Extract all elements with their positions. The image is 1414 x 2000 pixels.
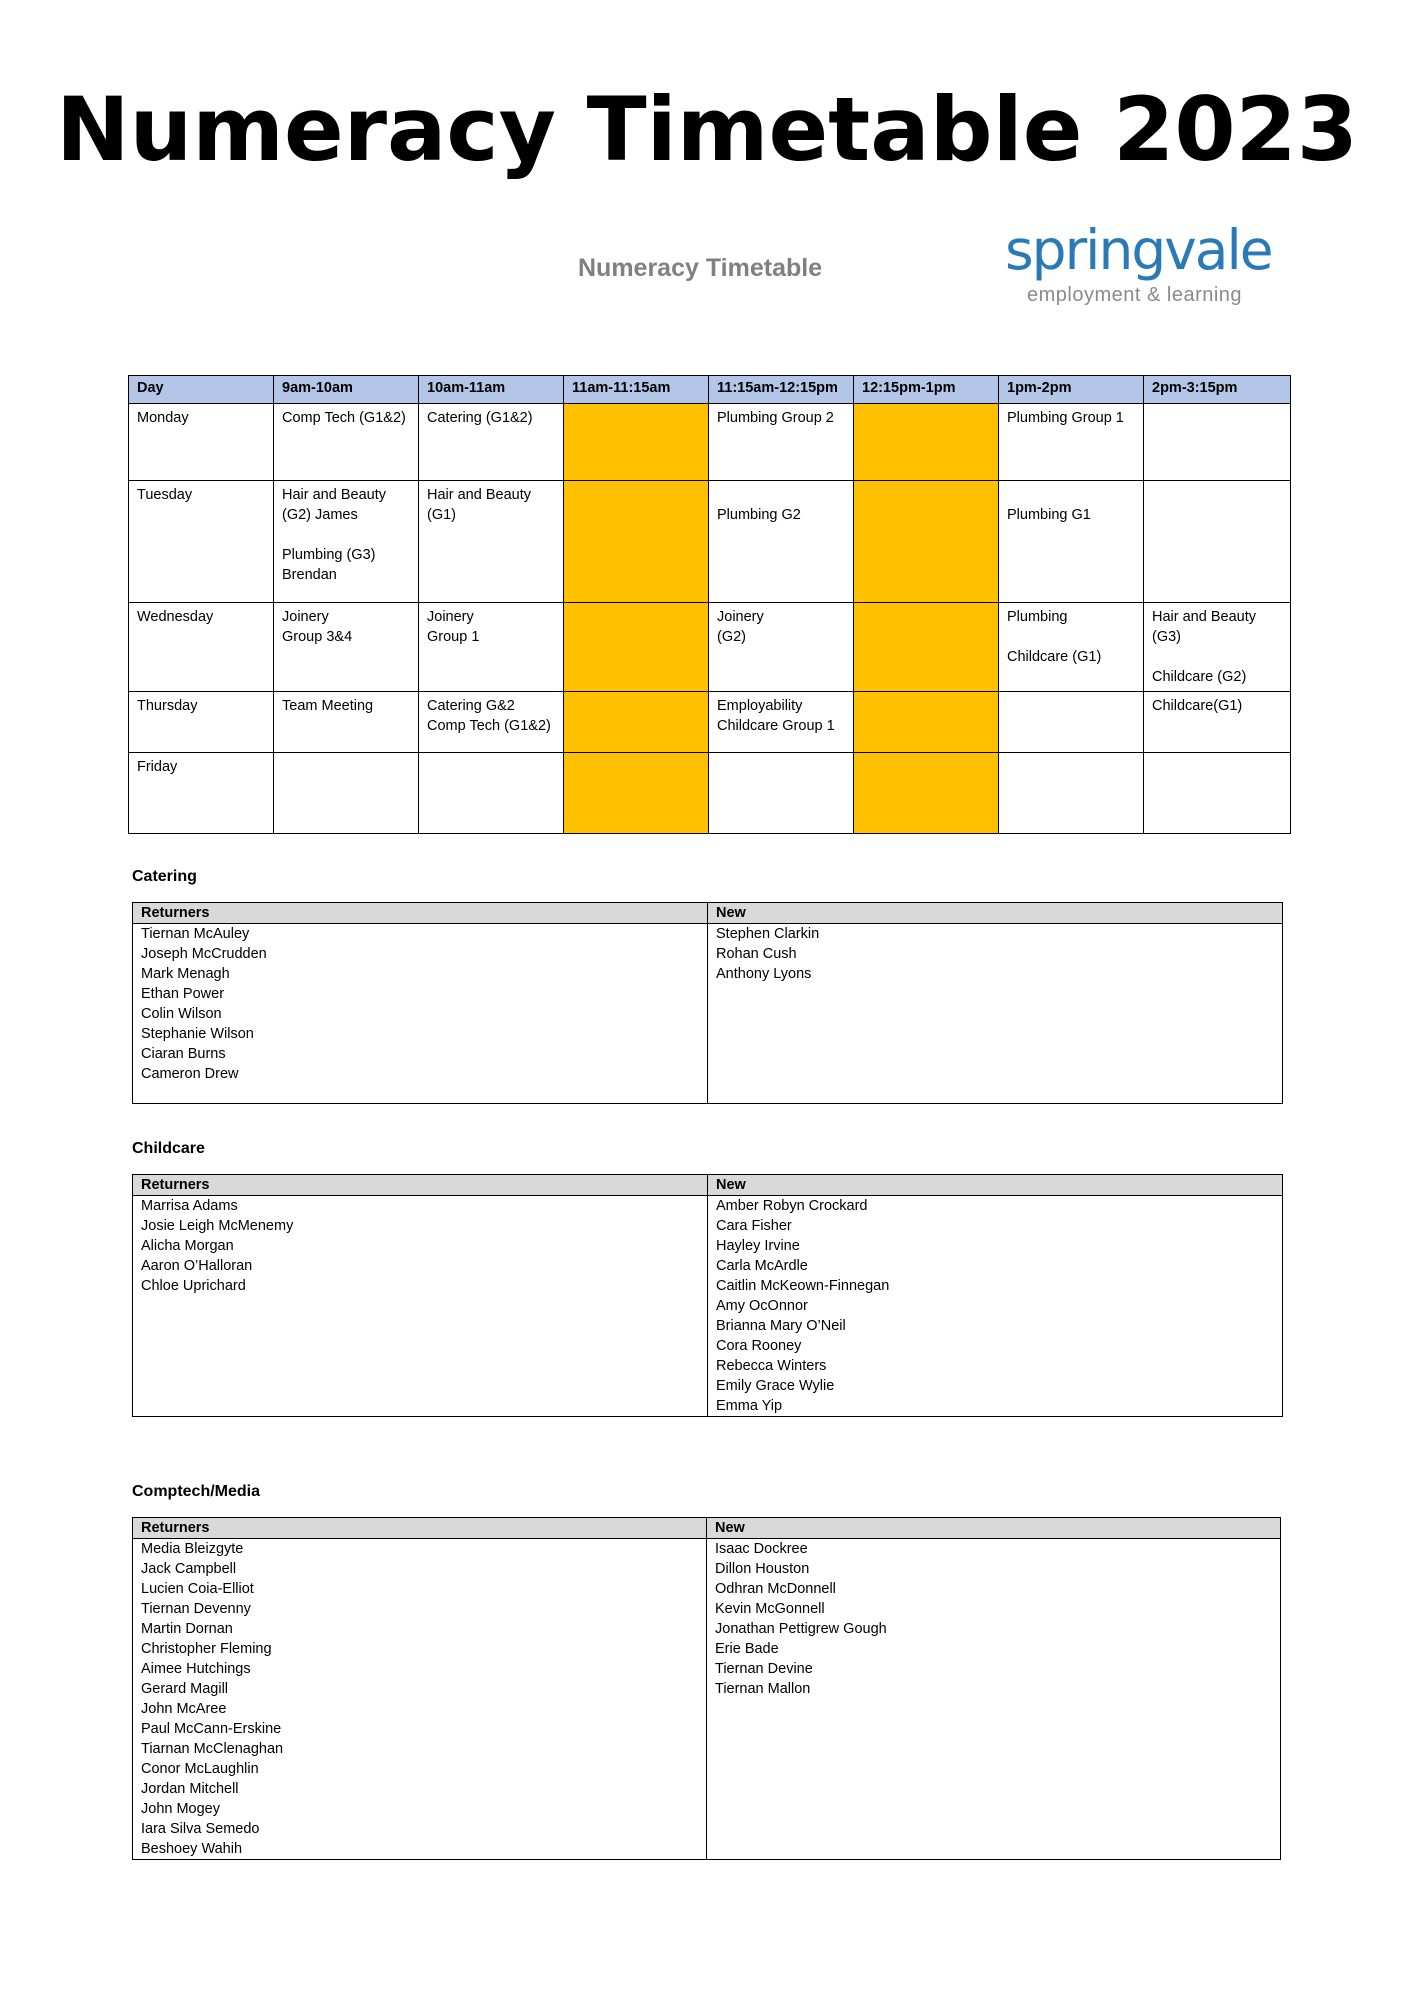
returners-list xyxy=(133,1196,708,1417)
list-item: Caitlin McKeown-Finnegan xyxy=(716,1278,890,1294)
list-item: Rebecca Winters xyxy=(716,1358,827,1374)
comptech-section-title: Comptech/Media xyxy=(132,1483,261,1500)
slot-cell: Catering G&2 Comp Tech (G1&2) xyxy=(419,692,564,753)
list-item: Tiarnan McClenaghan xyxy=(141,1741,284,1757)
col-header-slot-1: 9am-10am xyxy=(274,376,419,404)
list-item: Cameron Drew xyxy=(141,1066,239,1082)
list-item: Mark Menagh xyxy=(141,966,230,982)
list-item: Jordan Mitchell xyxy=(141,1781,239,1797)
timetable-row-wednesday xyxy=(129,603,1291,692)
list-item: Rohan Cush xyxy=(716,946,797,962)
slot-cell: Plumbing Group 1 xyxy=(999,404,1144,481)
new-header: New xyxy=(708,1175,1283,1196)
list-item: Beshoey Wahih xyxy=(141,1841,243,1857)
childcare-section-title: Childcare xyxy=(132,1140,205,1157)
list-item: Conor McLaughlin xyxy=(141,1761,259,1777)
catering-table xyxy=(132,902,1283,1104)
list-item: Isaac Dockree xyxy=(715,1541,808,1557)
list-item: Media Bleizgyte xyxy=(141,1541,244,1557)
break-cell xyxy=(564,481,709,603)
list-item: Dillon Houston xyxy=(715,1561,810,1577)
returners-header: Returners xyxy=(133,903,708,924)
list-item: Ciaran Burns xyxy=(141,1046,226,1062)
slot-cell: Plumbing Group 2 xyxy=(709,404,854,481)
returners-header: Returners xyxy=(133,1175,708,1196)
list-item: Tiernan Devenny xyxy=(141,1601,251,1617)
timetable-row-tuesday xyxy=(129,481,1291,603)
list-item: Anthony Lyons xyxy=(716,966,812,982)
list-item: Jack Campbell xyxy=(141,1561,237,1577)
list-item: Odhran McDonnell xyxy=(715,1581,836,1597)
timetable-row-friday xyxy=(129,753,1291,834)
returners-list xyxy=(133,924,708,1104)
break-cell xyxy=(854,692,999,753)
slot-cell: Plumbing G2 xyxy=(709,481,854,603)
list-item: Alicha Morgan xyxy=(141,1238,234,1254)
childcare-table xyxy=(132,1174,1283,1417)
col-header-break-2: 12:15pm-1pm xyxy=(854,376,999,404)
slot-cell: Joinery Group 3&4 xyxy=(274,603,419,692)
slot-cell xyxy=(274,753,419,834)
slot-cell: Comp Tech (G1&2) xyxy=(274,404,419,481)
list-item: Tiernan Devine xyxy=(715,1661,813,1677)
list-item: Joseph McCrudden xyxy=(141,946,267,962)
list-item: Erie Bade xyxy=(715,1641,779,1657)
day-cell: Tuesday xyxy=(129,481,274,603)
col-header-slot-5: 2pm-3:15pm xyxy=(1144,376,1291,404)
slot-cell xyxy=(1144,481,1291,603)
list-item: Emma Yip xyxy=(716,1398,783,1414)
springvale-logo xyxy=(1005,218,1272,310)
list-item: Stephanie Wilson xyxy=(141,1026,254,1042)
returners-list xyxy=(133,1539,707,1860)
break-cell xyxy=(854,481,999,603)
list-item: Lucien Coia-Elliot xyxy=(141,1581,254,1597)
slot-cell xyxy=(999,753,1144,834)
break-cell xyxy=(854,753,999,834)
slot-cell: Catering (G1&2) xyxy=(419,404,564,481)
list-item: John McAree xyxy=(141,1701,227,1717)
list-item: Colin Wilson xyxy=(141,1006,222,1022)
list-item: John Mogey xyxy=(141,1801,220,1817)
slot-cell: Joinery (G2) xyxy=(709,603,854,692)
list-item: Amber Robyn Crockard xyxy=(716,1198,868,1214)
page-title: Numeracy Timetable 2023 xyxy=(55,78,1359,181)
break-cell xyxy=(564,603,709,692)
timetable xyxy=(128,375,1291,834)
timetable-subtitle: Numeracy Timetable xyxy=(578,254,823,282)
slot-cell xyxy=(419,753,564,834)
returners-header: Returners xyxy=(133,1518,707,1539)
new-header: New xyxy=(708,903,1283,924)
day-cell: Monday xyxy=(129,404,274,481)
comptech-table xyxy=(132,1517,1281,1860)
list-item: Aimee Hutchings xyxy=(141,1661,251,1677)
timetable-header-row xyxy=(129,376,1291,404)
list-item: Paul McCann-Erskine xyxy=(141,1721,282,1737)
list-item: Amy OcOnnor xyxy=(716,1298,808,1314)
col-header-day: Day xyxy=(129,376,274,404)
slot-cell: Plumbing Childcare (G1) xyxy=(999,603,1144,692)
list-item: Cara Fisher xyxy=(716,1218,792,1234)
logo-wordmark: springvale xyxy=(1005,218,1272,282)
list-item: Marrisa Adams xyxy=(141,1198,238,1214)
list-item: Iara Silva Semedo xyxy=(141,1821,260,1837)
break-cell xyxy=(854,603,999,692)
list-item: Tiernan McAuley xyxy=(141,926,250,942)
slot-cell: Hair and Beauty (G1) xyxy=(419,481,564,603)
col-header-break-1: 11am-11:15am xyxy=(564,376,709,404)
break-cell xyxy=(564,404,709,481)
list-item: Cora Rooney xyxy=(716,1338,802,1354)
slot-cell: Hair and Beauty (G2) James Plumbing (G3) Brendan xyxy=(274,481,419,603)
break-cell xyxy=(564,692,709,753)
list-item: Carla McArdle xyxy=(716,1258,808,1274)
list-item: Josie Leigh McMenemy xyxy=(141,1218,294,1234)
list-item: Christopher Fleming xyxy=(141,1641,272,1657)
slot-cell: Childcare(G1) xyxy=(1144,692,1291,753)
catering-section-title: Catering xyxy=(132,868,197,885)
list-item: Martin Dornan xyxy=(141,1621,233,1637)
slot-cell xyxy=(999,692,1144,753)
slot-cell xyxy=(1144,404,1291,481)
new-list xyxy=(708,1196,1283,1417)
col-header-slot-2: 10am-11am xyxy=(419,376,564,404)
list-item: Ethan Power xyxy=(141,986,225,1002)
slot-cell xyxy=(709,753,854,834)
timetable-row-thursday xyxy=(129,692,1291,753)
slot-cell: Plumbing G1 xyxy=(999,481,1144,603)
list-item: Tiernan Mallon xyxy=(715,1681,811,1697)
list-item: Aaron O’Halloran xyxy=(141,1258,253,1274)
list-item: Gerard Magill xyxy=(141,1681,229,1697)
list-item: Jonathan Pettigrew Gough xyxy=(715,1621,887,1637)
list-item: Stephen Clarkin xyxy=(716,926,820,942)
slot-cell: Team Meeting xyxy=(274,692,419,753)
break-cell xyxy=(564,753,709,834)
logo-tagline: employment & learning xyxy=(1027,284,1243,306)
list-item: Hayley Irvine xyxy=(716,1238,800,1254)
list-item: Kevin McGonnell xyxy=(715,1601,825,1617)
break-cell xyxy=(854,404,999,481)
slot-cell: Joinery Group 1 xyxy=(419,603,564,692)
day-cell: Thursday xyxy=(129,692,274,753)
new-list xyxy=(707,1539,1281,1860)
slot-cell: Employability Childcare Group 1 xyxy=(709,692,854,753)
timetable-row-monday xyxy=(129,404,1291,481)
new-header: New xyxy=(707,1518,1281,1539)
col-header-slot-3: 11:15am-12:15pm xyxy=(709,376,854,404)
list-item: Emily Grace Wylie xyxy=(716,1378,835,1394)
slot-cell xyxy=(1144,753,1291,834)
day-cell: Wednesday xyxy=(129,603,274,692)
new-list xyxy=(708,924,1283,1104)
list-item: Chloe Uprichard xyxy=(141,1278,246,1294)
day-cell: Friday xyxy=(129,753,274,834)
col-header-slot-4: 1pm-2pm xyxy=(999,376,1144,404)
slot-cell: Hair and Beauty (G3) Childcare (G2) xyxy=(1144,603,1291,692)
list-item: Brianna Mary O’Neil xyxy=(716,1318,846,1334)
